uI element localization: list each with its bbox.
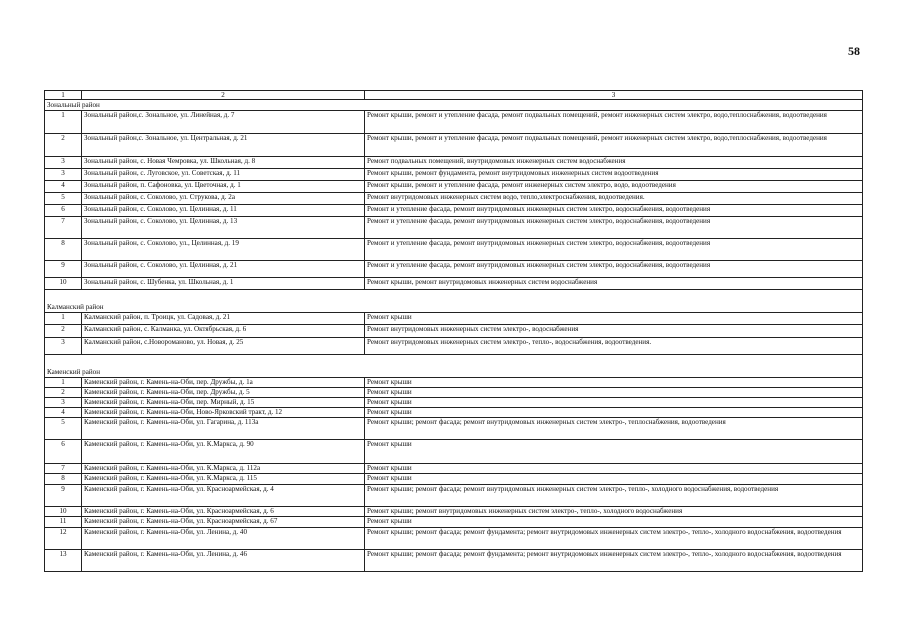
row-address: Каменский район, г. Камень-на-Оби, пер. Дружбы, д. 5 <box>82 388 365 398</box>
table-row <box>45 550 863 572</box>
row-address: Зональный район, с. Соколово, ул. Целинная, д. 13 <box>82 217 365 239</box>
table-row <box>45 169 863 181</box>
row-address: Каменский район, г. Камень-на-Оби, пер. Мирный, д. 15 <box>82 398 365 408</box>
row-works: Ремонт и утепление фасада, ремонт внутридомовых инженерных систем электро, водоснабжения, водоотведения <box>365 261 863 278</box>
row-number: 11 <box>45 517 82 528</box>
table-row <box>45 517 863 528</box>
row-address: Зональный район,с. Зональное, ул. Линейная, д. 7 <box>82 111 365 134</box>
row-address: Зональный район, с. Шубенка, ул. Школьная, д. 1 <box>82 278 365 290</box>
row-address: Каменский район, г. Камень-на-Оби, ул. Ленина, д. 40 <box>82 528 365 550</box>
row-address: Калманский район, с.Новороманово, ул. Новая, д. 25 <box>82 338 365 355</box>
row-number: 3 <box>45 338 82 355</box>
row-works: Ремонт внутридомовых инженерных систем электро-, тепло-, водоснабжения, водоотведения. <box>365 338 863 355</box>
row-address: Калманский район, с. Калманка, ул. Октябрьская, д. 6 <box>82 325 365 338</box>
row-works: Ремонт крыши <box>365 378 863 388</box>
row-number: 3 <box>45 398 82 408</box>
row-works: Ремонт крыши, ремонт фундамента, ремонт внутридомовых инженерных систем водоотведения <box>365 169 863 181</box>
col-number-1: 1 <box>45 91 82 100</box>
table-row <box>45 408 863 418</box>
row-address: Зональный район, с. Соколово, ул. Целинная, д. 21 <box>82 261 365 278</box>
row-address: Каменский район, г. Камень-на-Оби, Ново-Ярковский тракт, д. 12 <box>82 408 365 418</box>
column-number-row <box>45 91 863 100</box>
row-number: 10 <box>45 278 82 290</box>
row-works: Ремонт крыши; ремонт фасада; ремонт фундамента; ремонт внутридомовых инженерных систем электро-, тепло-, холодного водоснабжения, водоотведения <box>365 528 863 550</box>
row-address: Каменский район, г. Камень-на-Оби, ул. Ленина, д. 46 <box>82 550 365 572</box>
row-address: Каменский район, г. Камень-на-Оби, ул. Гагарина, д. 113а <box>82 418 365 440</box>
table-row <box>45 313 863 325</box>
row-works: Ремонт подвальных помещений, внутридомовых инженерных систем водоснабжения <box>365 157 863 169</box>
row-address: Каменский район, г. Камень-на-Оби, пер. Дружбы, д. 1а <box>82 378 365 388</box>
row-works: Ремонт крыши, ремонт внутридомовых инженерных систем водоснабжения <box>365 278 863 290</box>
table-row <box>45 325 863 338</box>
row-works: Ремонт крыши <box>365 408 863 418</box>
row-number: 2 <box>45 134 82 157</box>
row-works: Ремонт крыши, ремонт и утепление фасада, ремонт инженерных систем электро, водо, водоотведения <box>365 181 863 193</box>
table-row <box>45 239 863 261</box>
row-works: Ремонт и утепление фасада, ремонт внутридомовых инженерных систем электро, водоснабжения, водоотведения <box>365 205 863 217</box>
table-row <box>45 134 863 157</box>
row-works: Ремонт крыши <box>365 313 863 325</box>
table-row <box>45 418 863 440</box>
row-address: Каменский район, г. Камень-на-Оби, ул. К.Маркса, д. 115 <box>82 474 365 485</box>
row-works: Ремонт крыши; ремонт фасада; ремонт фундамента; ремонт внутридомовых инженерных систем электро-, тепло-, холодного водоснабжения, водоотведения <box>365 550 863 572</box>
col-number-2: 2 <box>82 91 365 100</box>
row-number: 13 <box>45 550 82 572</box>
district-title: Калманский район <box>45 290 863 313</box>
table-row <box>45 464 863 474</box>
table-row <box>45 485 863 507</box>
table-row <box>45 388 863 398</box>
row-works: Ремонт крыши <box>365 440 863 464</box>
district-row <box>45 100 863 111</box>
row-works: Ремонт крыши <box>365 464 863 474</box>
row-number: 10 <box>45 507 82 517</box>
district-row <box>45 355 863 378</box>
table-row <box>45 507 863 517</box>
row-number: 3 <box>45 169 82 181</box>
row-address: Зональный район, с. Луговское, ул. Советская, д. 11 <box>82 169 365 181</box>
row-number: 3 <box>45 157 82 169</box>
row-address: Каменский район, г. Камень-на-Оби, ул. Красноармейская, д. 67 <box>82 517 365 528</box>
row-works: Ремонт крыши; ремонт фасада; ремонт внутридомовых инженерных систем электро-, теплоснабжения, водоотведения <box>365 418 863 440</box>
table-row <box>45 193 863 205</box>
row-works: Ремонт крыши, ремонт и утепление фасада, ремонт подвальных помещений, ремонт инженерных систем электро, водо,теплоснабжения, водоотведения <box>365 134 863 157</box>
row-works: Ремонт внутридомовых инженерных систем электро-, водоснабжения <box>365 325 863 338</box>
row-number: 1 <box>45 378 82 388</box>
row-works: Ремонт внутридомовых инженерных систем водо, тепло,электроснабжения, водоотведения. <box>365 193 863 205</box>
table-row <box>45 111 863 134</box>
row-number: 4 <box>45 181 82 193</box>
row-works: Ремонт крыши <box>365 474 863 485</box>
table-row <box>45 528 863 550</box>
row-number: 5 <box>45 193 82 205</box>
row-number: 4 <box>45 408 82 418</box>
row-number: 9 <box>45 485 82 507</box>
table-row <box>45 278 863 290</box>
row-address: Каменский район, г. Камень-на-Оби, ул. Красноармейская, д. 6 <box>82 507 365 517</box>
table-row <box>45 181 863 193</box>
row-number: 1 <box>45 111 82 134</box>
row-works: Ремонт крыши <box>365 398 863 408</box>
table-row <box>45 474 863 485</box>
row-works: Ремонт крыши, ремонт и утепление фасада, ремонт подвальных помещений, ремонт инженерных систем электро, водо,теплоснабжения, водоотведения <box>365 111 863 134</box>
row-works: Ремонт крыши <box>365 388 863 398</box>
row-number: 12 <box>45 528 82 550</box>
row-works: Ремонт и утепление фасада, ремонт внутридомовых инженерных систем электро, водоснабжения, водоотведения <box>365 217 863 239</box>
table-row <box>45 378 863 388</box>
col-number-3: 3 <box>365 91 863 100</box>
row-number: 1 <box>45 313 82 325</box>
row-number: 7 <box>45 464 82 474</box>
row-number: 5 <box>45 418 82 440</box>
row-address: Калманский район, п. Троицк, ул. Садовая, д. 21 <box>82 313 365 325</box>
row-address: Зональный район, п. Сафоновка, ул. Цветочная, д. 1 <box>82 181 365 193</box>
row-number: 7 <box>45 217 82 239</box>
district-title: Зональный район <box>45 100 863 111</box>
row-number: 6 <box>45 440 82 464</box>
row-works: Ремонт крыши <box>365 517 863 528</box>
table-body <box>45 91 863 572</box>
row-address: Зональный район, с. Новая Чемровка, ул. Школьная, д. 8 <box>82 157 365 169</box>
row-address: Зональный район, с. Соколово, ул. Целинная, д. 11 <box>82 205 365 217</box>
district-row <box>45 290 863 313</box>
table-row <box>45 398 863 408</box>
table-row <box>45 205 863 217</box>
row-address: Зональный район, с. Соколово, ул. Струкова, д. 2а <box>82 193 365 205</box>
table-row <box>45 440 863 464</box>
district-title: Каменский район <box>45 355 863 378</box>
row-number: 2 <box>45 388 82 398</box>
row-number: 6 <box>45 205 82 217</box>
row-works: Ремонт крыши; ремонт внутридомовых инженерных систем электро-, тепло-, холодного водоснабжения <box>365 507 863 517</box>
row-address: Каменский район, г. Камень-на-Оби, ул. К.Маркса, д. 112а <box>82 464 365 474</box>
table-row <box>45 261 863 278</box>
row-number: 9 <box>45 261 82 278</box>
row-number: 8 <box>45 474 82 485</box>
row-address: Зональный район,с. Зональное, ул. Центральная, д. 21 <box>82 134 365 157</box>
page-number: 58 <box>848 44 860 58</box>
table-row <box>45 338 863 355</box>
table-row <box>45 157 863 169</box>
row-works: Ремонт крыши; ремонт фасада; ремонт внутридомовых инженерных систем электро-, тепло-, холодного водоснабжения, водоотведения <box>365 485 863 507</box>
row-number: 2 <box>45 325 82 338</box>
row-address: Зональный район, с. Соколово, ул., Целинная, д. 19 <box>82 239 365 261</box>
row-number: 8 <box>45 239 82 261</box>
row-works: Ремонт и утепление фасада, ремонт внутридомовых инженерных систем электро, водоснабжения, водоотведения <box>365 239 863 261</box>
repair-register-table <box>44 90 863 572</box>
row-address: Каменский район, г. Камень-на-Оби, ул. К.Маркса, д. 90 <box>82 440 365 464</box>
table-row <box>45 217 863 239</box>
row-address: Каменский район, г. Камень-на-Оби, ул. Красноармейская, д. 4 <box>82 485 365 507</box>
